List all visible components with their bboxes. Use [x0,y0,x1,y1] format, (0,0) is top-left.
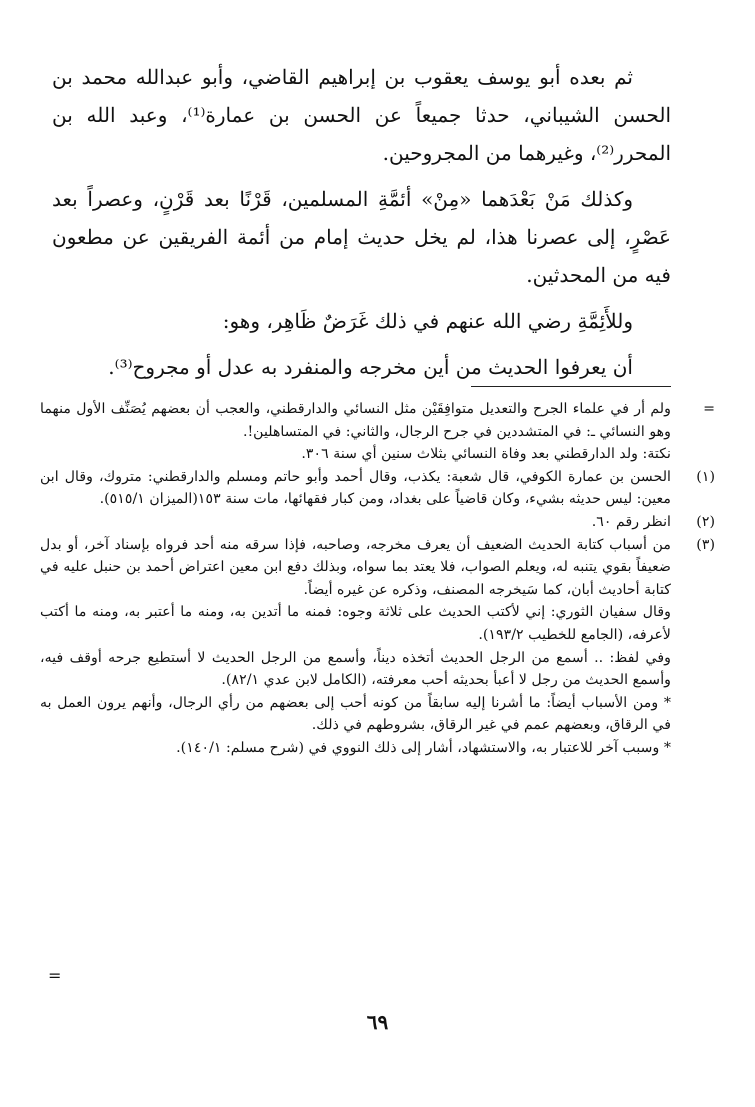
body-paragraph-4: أن يعرفوا الحديث من أين مخرجه والمنفرد به عدل أو مجروح⁽³⁾. [108,355,633,379]
footnote-paragraph: انظر رقم ٦٠. [591,513,671,530]
main-text [52,58,671,394]
continuation-mark: = [48,966,62,985]
footnote-paragraph: من أسباب كتابة الحديث الضعيف أن يعرف مخرجه، وصاحبه، فإذا سرقه منه أحد فرواه بإسناد آخر، أو بدل ضعيفاً بقوي يتنبه له، ويعلم الصواب، فلا يعتد بما سواه، وبذلك دفع ابن معين اعتراض أحمد بن حنبل عليه في كتابة أحاديث أبان، كما سَيخرجه المصنف، وذكره عن غيره أيضاً. [40,536,671,598]
footnote-paragraph: الحسن بن عمارة الكوفي، قال شعبة: يكذب، وقال أحمد وأبو حاتم ومسلم والدارقطني: متروك، وقال ابن معين: ليس حديثه بشيء، وكان قاضياً على بغداد، ومن كبار فقهائها، مات سنة ١٥٣(الميزان ٥١٥/١). [40,468,671,508]
footnote-paragraph: وفي لفظ: .. أسمع من الرجل الحديث أتخذه ديناً، وأسمع من الرجل الحديث لا أستطيع جرحه أوقف فيه، وأسمع الحديث من رجل لا أعبأ بحديثه أحب معرفته، (الكامل لابن عدي ٨٢/١). [40,649,671,689]
body-paragraph-2: وكذلك مَنْ بَعْدَهما «مِنْ» أئمَّةِ المسلمين، قَرْنًا بعد قَرْنٍ، وعصراً بعد عَصْرٍ، إلى عصرنا هذا، لم يخل حديث إمام من أئمة الفريقين عن مطعون فيه من المحدثين. [52,187,671,287]
footnote-3 [40,534,715,760]
footnote-1 [40,466,715,511]
footnote-text [40,398,671,466]
footnote-marker: = [703,401,715,417]
footnote-text [40,511,671,534]
body-paragraph-3: وللأَئِمَّةِ رضي الله عنهم في ذلك غَرَضٌ ظَاهِر، وهو: [222,309,633,333]
footnote-continued [40,398,715,466]
footnote-marker: (٢) [696,513,715,530]
footnote-text [40,534,671,760]
footnote-paragraph: ولم أر في علماء الجرح والتعديل متوافِقَيْن مثل النسائي والدارقطني، والعجب أن بعضهم يُصَنِّف الأول منهما وهو النسائي ـ: في المتشددين في جرح الرجال، والثاني: في المتساهلين!. [40,401,671,440]
footnote-text [40,466,671,511]
footnote-marker: (١) [696,468,715,485]
footnote-paragraph: * ومن الأسباب أيضاً: ما أشرنا إليه سابقاً من كونه أحب إلى بعضهم من رأي الرجال، وأنهم يرون العمل به في الرقاق، وبعضهم عمم في غير الرقاق، بشروطهم في ذلك. [40,694,671,734]
footnote-2 [40,511,715,534]
footnotes [40,398,715,760]
body-paragraph-1: ثم بعده أبو يوسف يعقوب بن إبراهيم القاضي، وأبو عبدالله محمد بن الحسن الشيباني، حدثا جميعاً عن الحسن بن عمارة⁽¹⁾، وعبد الله بن المحرر⁽²⁾، وغيرهما من المجروحين. [52,65,671,165]
page-number: ٦٩ [366,1010,389,1034]
footnote-paragraph: * وسبب آخر للاعتبار به، والاستشهاد، أشار إلى ذلك النووي في (شرح مسلم: ١٤٠/١). [176,739,671,756]
footnote-paragraph: نكتة: ولد الدارقطني بعد وفاة النسائي بثلاث سنين أي سنة ٣٠٦. [301,446,671,463]
footnote-paragraph: وقال سفيان الثوري: إني لأكتب الحديث على ثلاثة وجوه: فمنه ما أتدين به، ومنه ما أعتبر به، ومنه ما أكتب لأعرفه، (الجامع للخطيب ١٩٣/٢). [40,604,671,643]
footnote-separator [471,386,671,387]
footnote-marker: (٣) [696,536,715,553]
